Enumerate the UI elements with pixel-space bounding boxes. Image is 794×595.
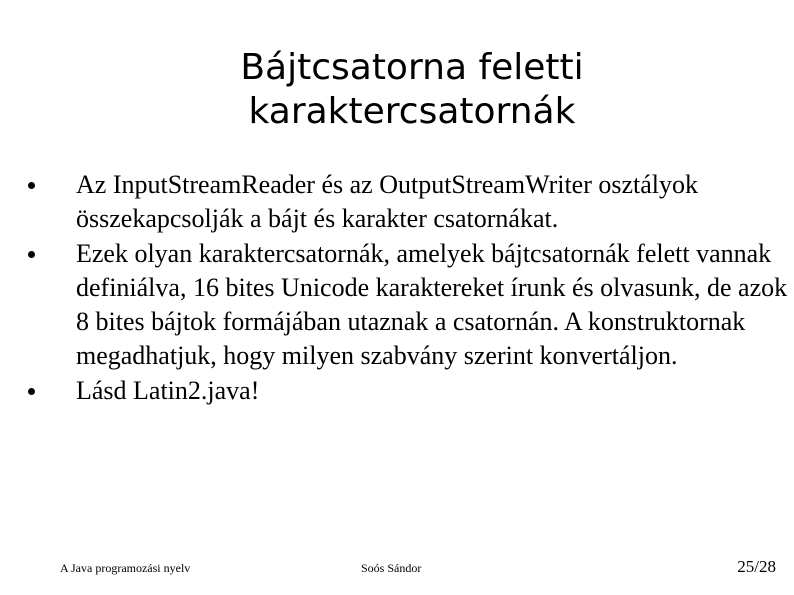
bullet-dot-icon: [28, 388, 35, 395]
bullet-text-2: Ezek olyan karaktercsatornák, amelyek bájtcsatornák felett vannak definiálva, 16 bites Unicode karaktereket írunk és olvasunk, de azok 8 bites bájtok formájában utaznak a csatornán. A konstruktornak megadhatjuk, hogy milyen szabvány szerint konvertáljon.: [76, 238, 788, 371]
slide-title: [0, 46, 794, 134]
bullet-dot-icon: [28, 182, 35, 189]
bullet-item-1: [28, 168, 788, 237]
bullet-item-3: [28, 374, 788, 408]
slide-title-line-1: Bájtcsatorna feletti: [240, 47, 584, 88]
bullet-item-2: [28, 237, 788, 374]
footer-course-title: A Java programozási nyelv: [60, 561, 191, 575]
slide-title-line-2: karaktercsatornák: [248, 91, 576, 132]
footer-author: Soós Sándor: [361, 561, 422, 575]
bullet-text-3: Lásd Latin2.java!: [76, 375, 260, 405]
footer-page-number: 25/28: [737, 557, 776, 576]
bullet-text-1: Az InputStreamReader és az OutputStreamWriter osztályok összekapcsolják a bájt és karakter csatornákat.: [76, 170, 699, 234]
bullet-list: [28, 168, 788, 408]
bullet-dot-icon: [28, 251, 35, 258]
